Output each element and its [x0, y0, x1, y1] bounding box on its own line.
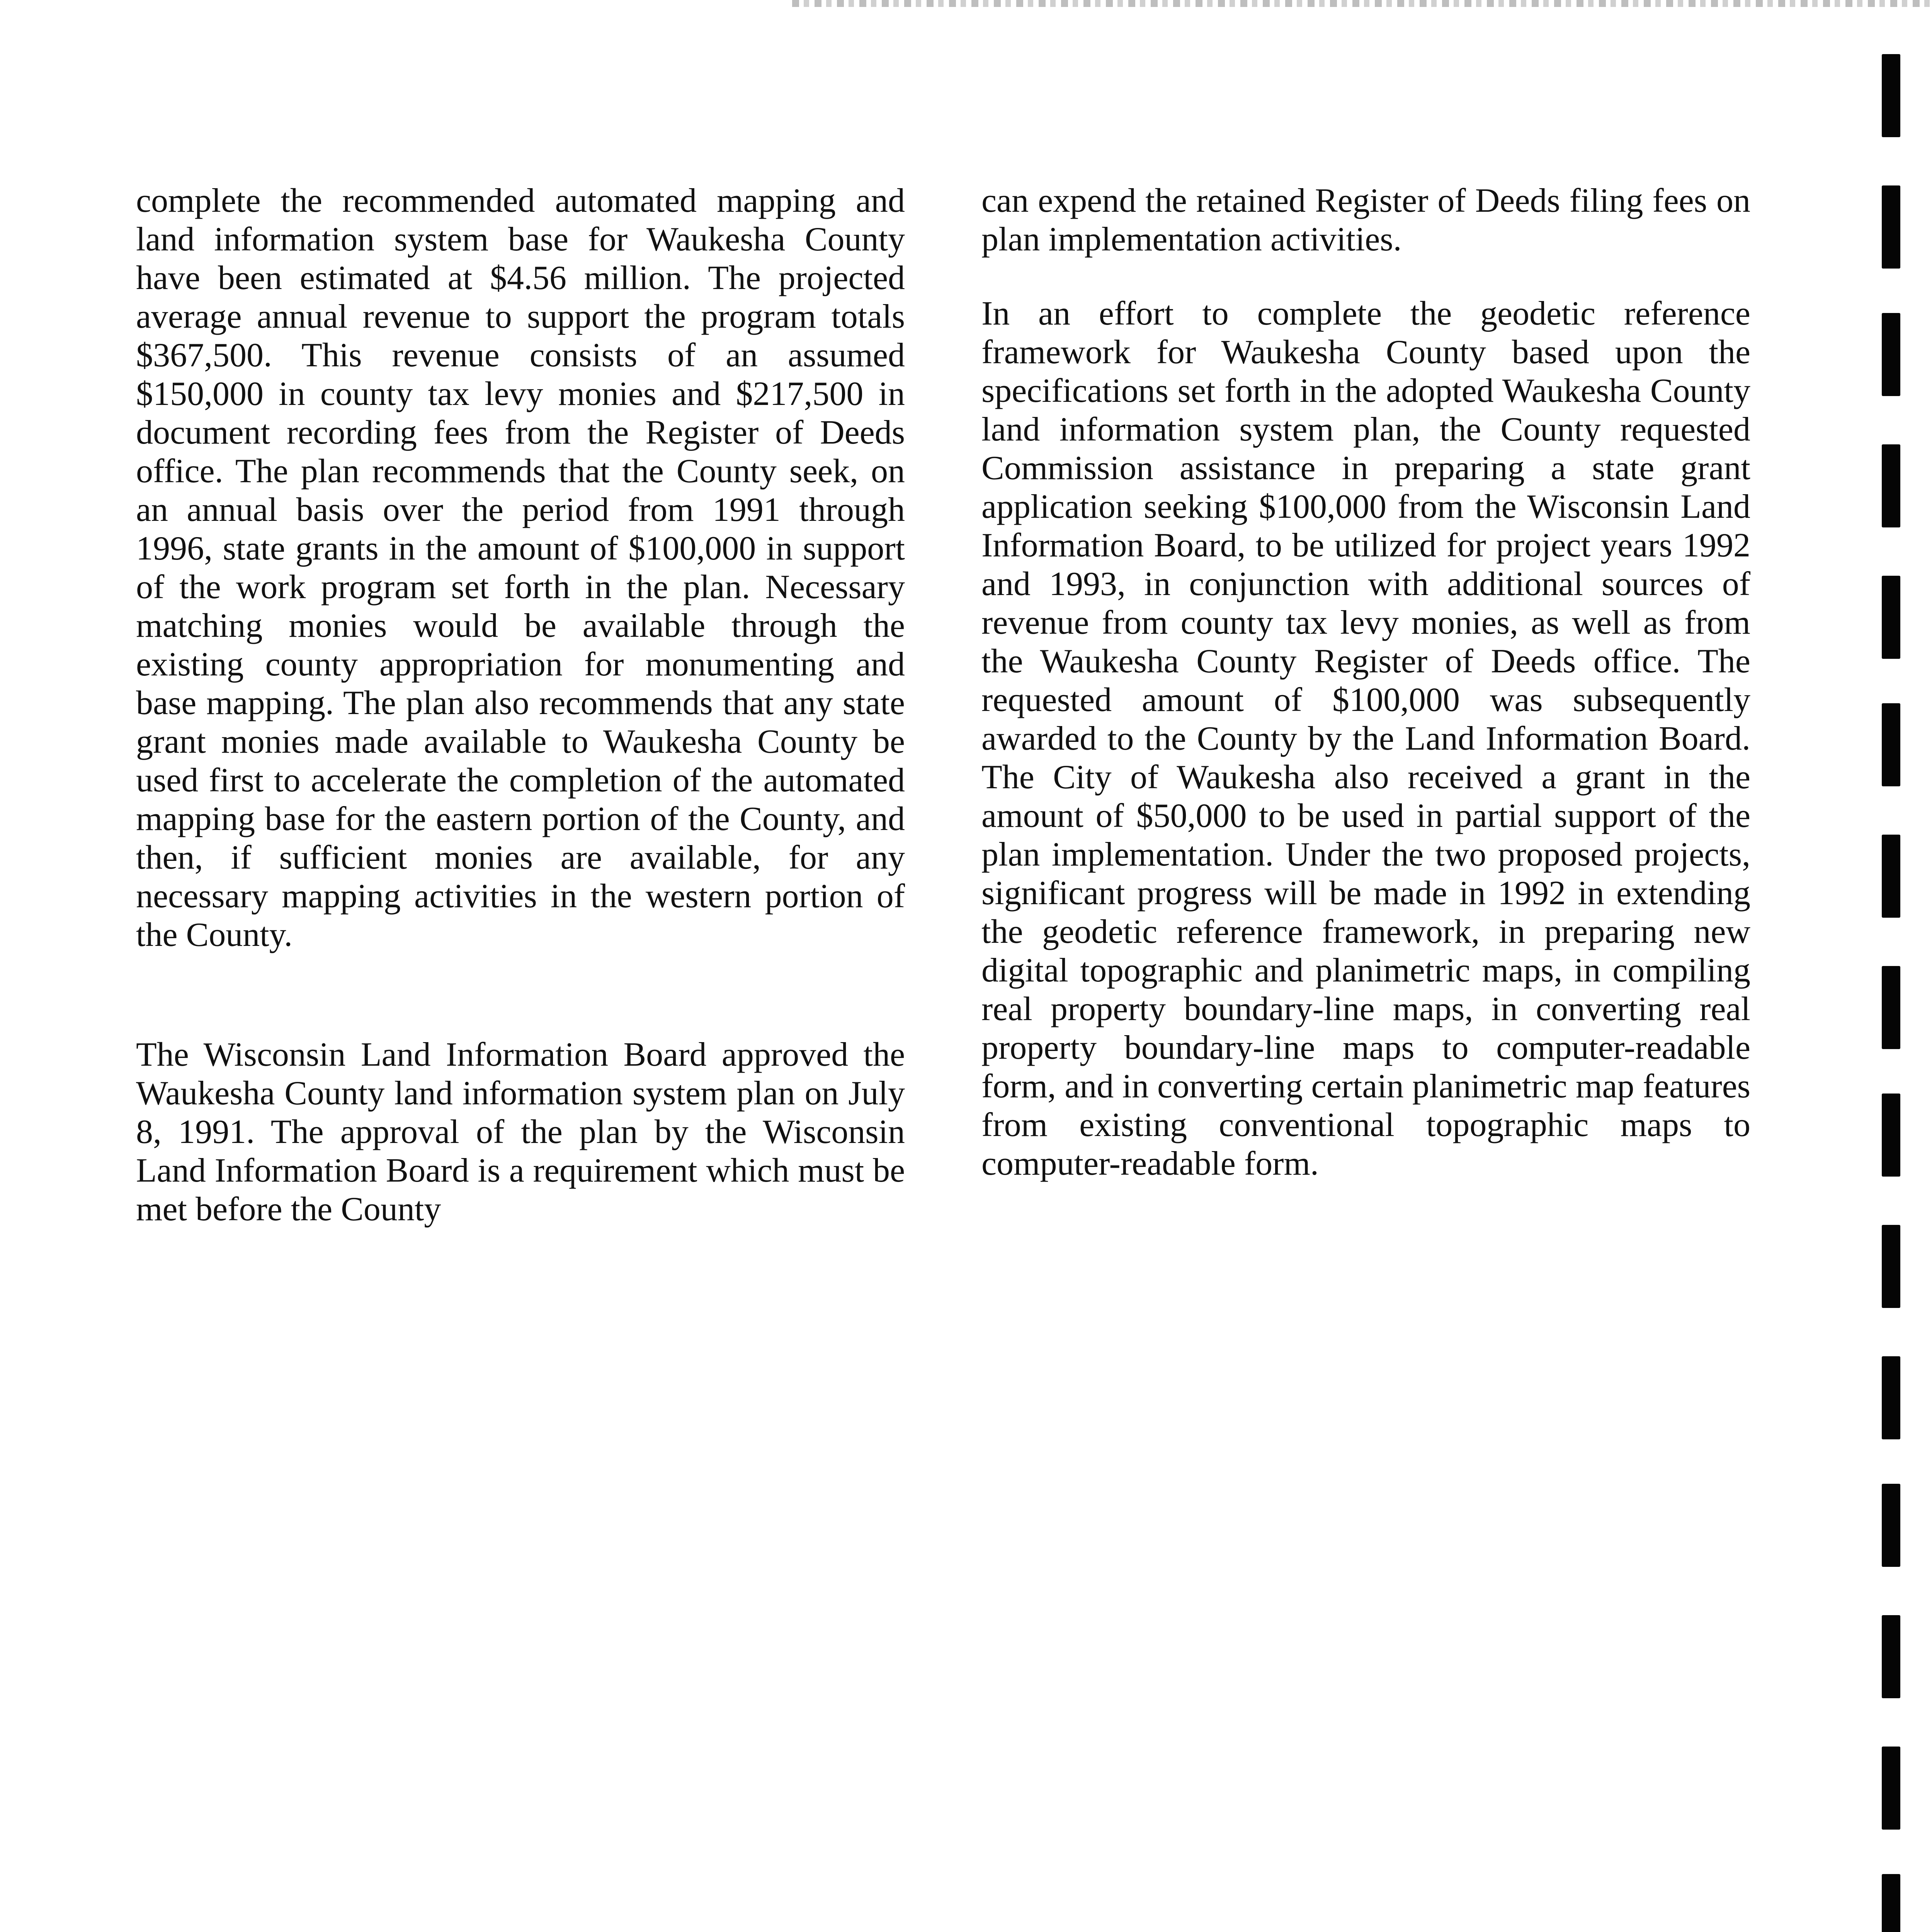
scan-header-artifact [792, 0, 1932, 7]
binding-mark [1882, 1874, 1900, 1932]
binding-mark [1882, 185, 1900, 269]
binding-mark [1882, 444, 1900, 527]
left-paragraph-1: complete the recommended automated mapping and land information system base for Waukesha County have been estimated at $4.56 million. The projected average annual revenue to support the program totals $367,500. This revenue consists of an assumed $150,000 in county tax levy monies and $217,500 in document recording fees from the Register of Deeds office. The plan recommends that the County seek, on an annual basis over the period from 1991 through 1996, state grants in the amount of $100,000 in support of the work program set forth in the plan. Necessary matching monies would be available through the existing county appropriation for monumenting and base mapping. The plan also recommends that any state grant monies made available to Waukesha County be used first to accelerate the completion of the automated mapping base for the eastern portion of the County, and then, if sufficient monies are available, for any necessary mapping activities in the western portion of the County. [136, 182, 905, 954]
right-paragraph-2: In an effort to complete the geodetic reference framework for Waukesha County based upon the specifications set forth in the adopted Waukesha County land information system plan, the County requested Commission assistance in preparing a state grant application seeking $100,000 from the Wisconsin Land Information Board, to be utilized for project years 1992 and 1993, in conjunction with additional sources of revenue from county tax levy monies, as well as from the Waukesha County Register of Deeds office. The requested amount of $100,000 was subsequently awarded to the County by the Land Information Board. The City of Waukesha also received a grant in the amount of $50,000 to be used in partial support of the plan implementation. Under the two proposed projects, significant progress will be made in 1992 in extending the geodetic reference framework, in preparing new digital topographic and planimetric maps, in compiling real property boundary-line maps, in converting real property boundary-line maps to computer-readable form, and in converting certain planimetric map features from existing conventional topographic maps to computer-readable form. [981, 295, 1750, 1182]
left-paragraph-2: The Wisconsin Land Information Board approved the Waukesha County land information system plan on July 8, 1991. The approval of the plan by the Wisconsin Land Information Board is a requirement which must be met before the County [136, 1036, 905, 1228]
right-column [981, 182, 1750, 1183]
binding-mark [1882, 1484, 1900, 1567]
binding-marks [1882, 0, 1905, 1932]
binding-mark [1882, 1356, 1900, 1439]
binding-mark [1882, 1094, 1900, 1177]
left-column [136, 182, 905, 1229]
binding-mark [1882, 835, 1900, 918]
binding-mark [1882, 576, 1900, 659]
paragraph-spacer [136, 954, 905, 1036]
binding-mark [1882, 1747, 1900, 1830]
paragraph-spacer [981, 259, 1750, 294]
binding-mark [1882, 313, 1900, 396]
binding-mark [1882, 54, 1900, 137]
binding-mark [1882, 703, 1900, 786]
binding-mark [1882, 1225, 1900, 1308]
binding-mark [1882, 966, 1900, 1049]
binding-mark [1882, 1615, 1900, 1698]
right-paragraph-1: can expend the retained Register of Deeds filing fees on plan implementation activities. [981, 182, 1750, 258]
